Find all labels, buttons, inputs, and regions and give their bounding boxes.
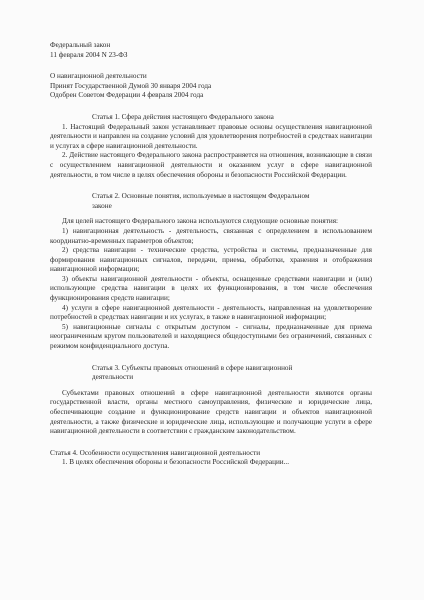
- article-4-title: Статья 4. Особенности осуществления навигационной деятельности: [50, 448, 261, 457]
- article-2-paragraph: 3) объекты навигационной деятельности - объекты, оснащенные средствами навигации и (или) использующие средства навигации в целях их функционирования, в том числе обеспечения функционирования средств навигации;: [50, 274, 372, 303]
- law-title: О навигационной деятельности: [50, 72, 147, 81]
- article-1-paragraph: 2. Действие настоящего Федерального закона распространяется на отношения, возникающие в связи с осуществлением навигационной деятельности и оказанием услуг в сфере навигационной деятельности, в том числе в целях обеспечения обороны и безопасности Российской Федерации.: [50, 151, 372, 179]
- article-2-paragraph: 1) навигационная деятельность - деятельность, связанная с определением в использованием координатно-временных параметров объектов;: [50, 226, 372, 245]
- approved-line: Одобрен Советом Федерации 4 февраля 2004 года: [50, 91, 204, 100]
- law-type: Федеральный закон: [50, 41, 111, 49]
- law-title-block: [50, 72, 372, 101]
- article-3: [50, 364, 372, 437]
- article-1-title: Статья 1. Сфера действия настоящего Федерального закона: [92, 112, 274, 121]
- adopted-line: Принят Государственной Думой 30 января 2004 года: [50, 81, 212, 90]
- article-1: [50, 113, 372, 180]
- article-4: [50, 449, 372, 468]
- article-2-paragraph: Для целей настоящего Федерального закона используются следующие основные понятия:: [62, 217, 339, 226]
- article-2-title: Статья 2. Основные понятия, используемые в настоящем Федеральном законе: [92, 192, 310, 210]
- article-3-title: Статья 3. Субъекты правовых отношений в сфере навигационной деятельности: [92, 363, 293, 382]
- article-2-paragraph: 4) услуги в сфере навигационной деятельности - деятельность, направленная на удовлетворение потребностей в средствах навигации и их услугах, в также в навигационной информации;: [50, 303, 372, 322]
- law-date-number: 11 февраля 2004 N 23-ФЗ: [50, 50, 128, 59]
- article-3-paragraph: Субъектами правовых отношений в сфере навигационной деятельности являются органы государственной власти, органы местного самоуправления, физические и юридические лица, обеспечивающие создание и функционирование средств навигации и объектов навигационной деятельности, а также физические и юридические лица, использующие и получающие услуги в сфере навигационной деятельности в соответствии с гражданским законодательством.: [50, 388, 372, 436]
- article-4-paragraph: 1. В целях обеспечения обороны и безопасности Российской Федерации...: [62, 458, 290, 467]
- article-2-paragraph: 2) средства навигации - технические средства, устройства и системы, предназначенные для формирования навигационных сигналов, передачи, приема, обработки, хранения и отображения навигационной информации;: [50, 246, 372, 274]
- article-2-paragraph: 5) навигационные сигналы с открытым доступом - сигналы, предназначенные для приема неограниченным кругом пользователей и находящиеся общедоступными без ограничений, связанных с режимом конфиденциального доступа.: [50, 322, 372, 351]
- article-2: [50, 192, 372, 352]
- document-body: [50, 41, 372, 468]
- article-1-paragraph: 1. Настоящий Федеральный закон устанавливает правовые основы осуществления навигационной деятельности и направлен на создание условий для удовлетворения потребностей в средствах навигации и услугах в сфере навигационной деятельности.: [50, 122, 372, 150]
